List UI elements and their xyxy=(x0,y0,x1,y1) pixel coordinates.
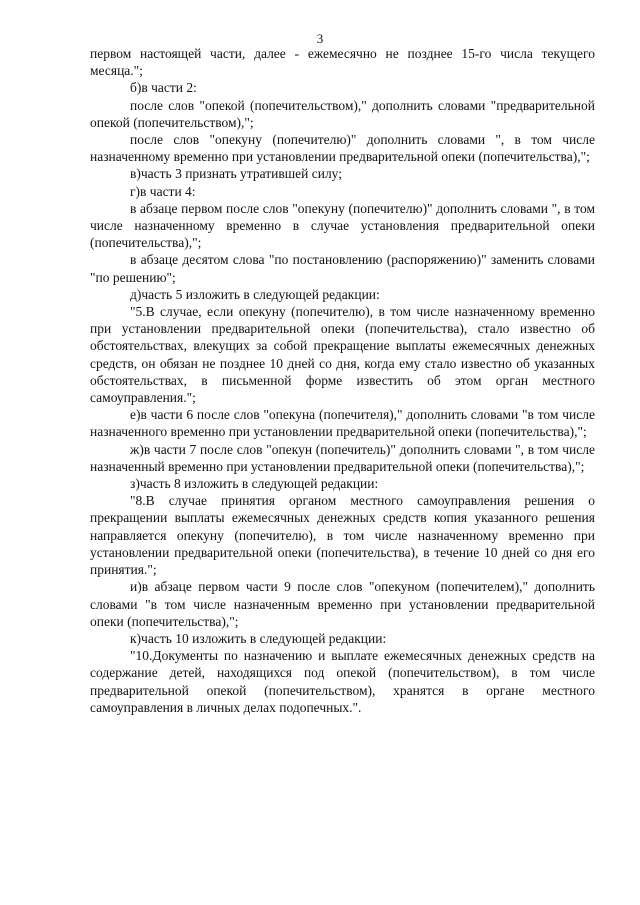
paragraph-item-k: к)часть 10 изложить в следующей редакции: xyxy=(130,630,387,646)
paragraph-item-g: г)в части 4: xyxy=(130,183,196,199)
paragraph-b-2: после слов "опекуну (попечителю)" дополнить словами ", в том числе назначенному временно при установлении предварительной опеки (попечительства),"; xyxy=(90,132,595,165)
paragraph-d-text: "5.В случае, если опекуну (попечителю), в том числе назначенному временно при установлении предварительной опеки (попечительства), стало известно об обстоятельствах, влекущих за собой прекращение выплаты ежемесячных денежных средств, он обязан не позднее 10 дней со дня, когда ему стало известно об указанных обстоятельствах, в письменной форме известить об этом орган местного самоуправления."; xyxy=(90,304,595,406)
paragraph-z-text: "8.В случае принятия органом местного самоуправления решения о прекращении выплаты ежемесячных денежных средств копия указанного решения направляется опекуну (попечителю), в том числе назначенному временно при установлении предварительной опеки (попечительства), в течение 10 дней со дня его принятия."; xyxy=(90,493,595,578)
paragraph-item-zh: ж)в части 7 после слов "опекун (попечитель)" дополнить словами ", в том числе назначенный временно при установлении предварительной опеки (попечительства),"; xyxy=(90,441,595,474)
document-body xyxy=(90,45,595,716)
paragraph-g-1: в абзаце первом после слов "опекуну (попечителю)" дополнить словами ", в том числе назначенному временно в случае установления предварительной опеки (попечительства),"; xyxy=(90,200,595,251)
paragraph-item-v: в)часть 3 признать утратившей силу; xyxy=(130,166,342,182)
paragraph-item-z: з)часть 8 изложить в следующей редакции: xyxy=(130,476,379,492)
paragraph-item-b: б)в части 2: xyxy=(130,80,197,96)
paragraph-k-text: "10.Документы по назначению и выплате ежемесячных денежных средств на содержание детей, находящихся под опекой (попечительством), в том числе предварительной опекой (попечительством), хранятся в органе местного самоуправления в личных делах подопечных.". xyxy=(90,648,595,715)
paragraph-item-i: и)в абзаце первом части 9 после слов "опекуном (попечителем)," дополнить словами "в том числе назначенным временно при установлении предварительной опеки (попечительства),"; xyxy=(90,579,595,629)
paragraph-continuation: первом настоящей части, далее - ежемесячно не позднее 15-го числа текущего месяца."; xyxy=(90,46,595,79)
paragraph-item-d: д)часть 5 изложить в следующей редакции: xyxy=(130,286,380,302)
paragraph-g-2: в абзаце десятом слова "по постановлению (распоряжению)" заменить словами "по решению"; xyxy=(90,252,595,285)
paragraph-item-e: е)в части 6 после слов "опекуна (попечителя)," дополнить словами "в том числе назначенного временно при установлении предварительной опеки (попечительства),"; xyxy=(90,407,595,440)
page-number: 3 xyxy=(316,31,324,46)
paragraph-b-1: после слов "опекой (попечительством)," дополнить словами "предварительной опекой (попечительством),"; xyxy=(90,97,595,130)
